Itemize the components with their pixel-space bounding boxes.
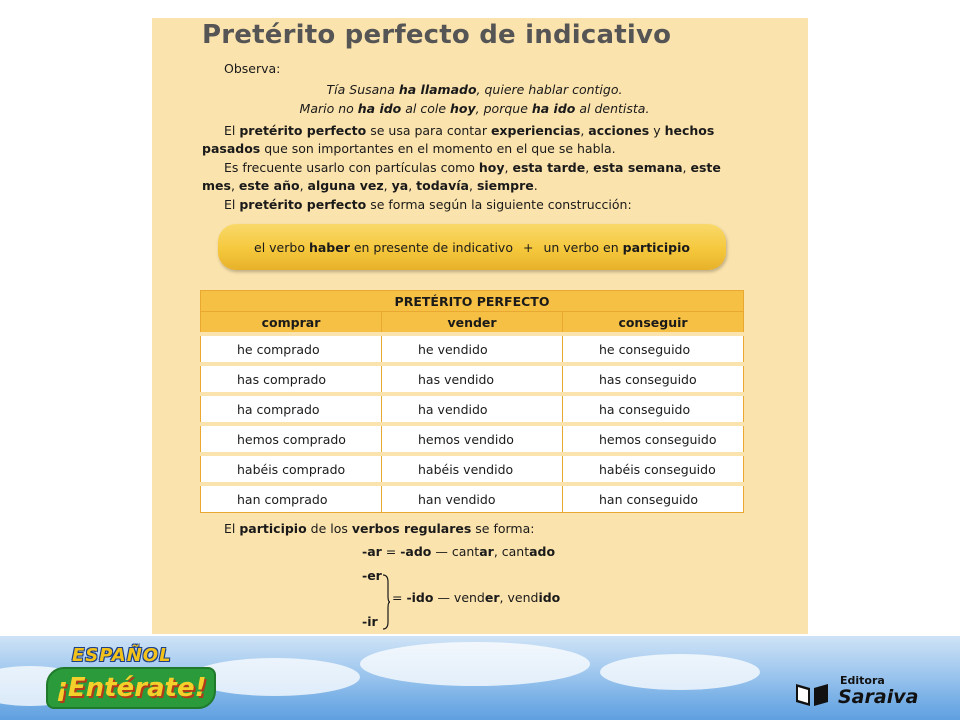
table-row <box>201 364 744 394</box>
table-cell: has comprado <box>201 364 382 394</box>
table-cell: hemos conseguido <box>563 424 744 454</box>
table-row <box>201 454 744 484</box>
rule-ido: = -ido — vender, vendido <box>392 590 561 605</box>
logo-espanol-text: ESPAÑOL <box>72 645 172 666</box>
example-sentence: Mario no ha ido al cole hoy, porque ha ido al dentista. <box>299 101 650 116</box>
particles-paragraph: Es frecuente usarlo con partículas como hoy, esta tarde, esta semana, este mes, este año, alguna vez, ya, todavía, siempre. <box>202 160 721 193</box>
logo-saraiva-text: Saraiva <box>838 686 919 708</box>
column-header: vender <box>382 312 563 335</box>
page-title: Pretérito perfecto de indicativo <box>202 20 672 50</box>
construction-paragraph: El pretérito perfecto se forma según la siguiente construcción: <box>224 197 632 212</box>
table-title: PRETÉRITO PERFECTO <box>201 291 744 312</box>
espanol-enterate-logo <box>40 645 207 715</box>
usage-paragraph: El pretérito perfecto se usa para contar experiencias, acciones y hechos pasados que son importantes en el momento en el que se habla. <box>202 123 715 156</box>
cloud-decoration <box>600 654 760 690</box>
logo-editora-text: Editora <box>840 674 885 687</box>
table-cell: habéis conseguido <box>563 454 744 484</box>
participio-intro: El participio de los verbos regulares se forma: <box>224 521 535 536</box>
table-row <box>201 424 744 454</box>
table-row <box>201 484 744 513</box>
table-row <box>201 334 744 364</box>
table-cell: hemos vendido <box>382 424 563 454</box>
table-cell: ha vendido <box>382 394 563 424</box>
textbook-page <box>152 18 808 634</box>
table-cell: han conseguido <box>563 484 744 513</box>
table-cell: habéis vendido <box>382 454 563 484</box>
example-sentence: Tía Susana ha llamado, quiere hablar contigo. <box>326 82 623 97</box>
rule-ir: -ir <box>362 614 378 629</box>
formula-participio: un verbo en participio <box>543 239 690 255</box>
column-header: conseguir <box>563 312 744 335</box>
table-row <box>201 394 744 424</box>
observa-label: Observa: <box>224 61 281 76</box>
editora-saraiva-logo <box>794 674 934 714</box>
table-cell: ha conseguido <box>563 394 744 424</box>
open-book-icon <box>794 678 830 708</box>
participio-rules <box>362 544 622 634</box>
table-cell: hemos comprado <box>201 424 382 454</box>
table-cell: he comprado <box>201 334 382 364</box>
formula-plus: + <box>522 239 534 255</box>
logo-enterate-text: ¡Entérate! <box>46 667 216 709</box>
table-cell: he vendido <box>382 334 563 364</box>
rule-er: -er <box>362 568 382 583</box>
formula-haber: el verbo haber en presente de indicativo <box>254 239 513 255</box>
brace-icon <box>382 574 390 630</box>
table-cell: habéis comprado <box>201 454 382 484</box>
table-cell: han vendido <box>382 484 563 513</box>
table-cell: has conseguido <box>563 364 744 394</box>
table-cell: he conseguido <box>563 334 744 364</box>
construction-formula <box>218 224 726 270</box>
table-cell: han comprado <box>201 484 382 513</box>
table-cell: has vendido <box>382 364 563 394</box>
table-cell: ha comprado <box>201 394 382 424</box>
column-header: comprar <box>201 312 382 335</box>
conjugation-table <box>200 290 744 513</box>
rule-ar: -ar = -ado — cantar, cantado <box>362 544 556 559</box>
cloud-decoration <box>360 642 590 686</box>
